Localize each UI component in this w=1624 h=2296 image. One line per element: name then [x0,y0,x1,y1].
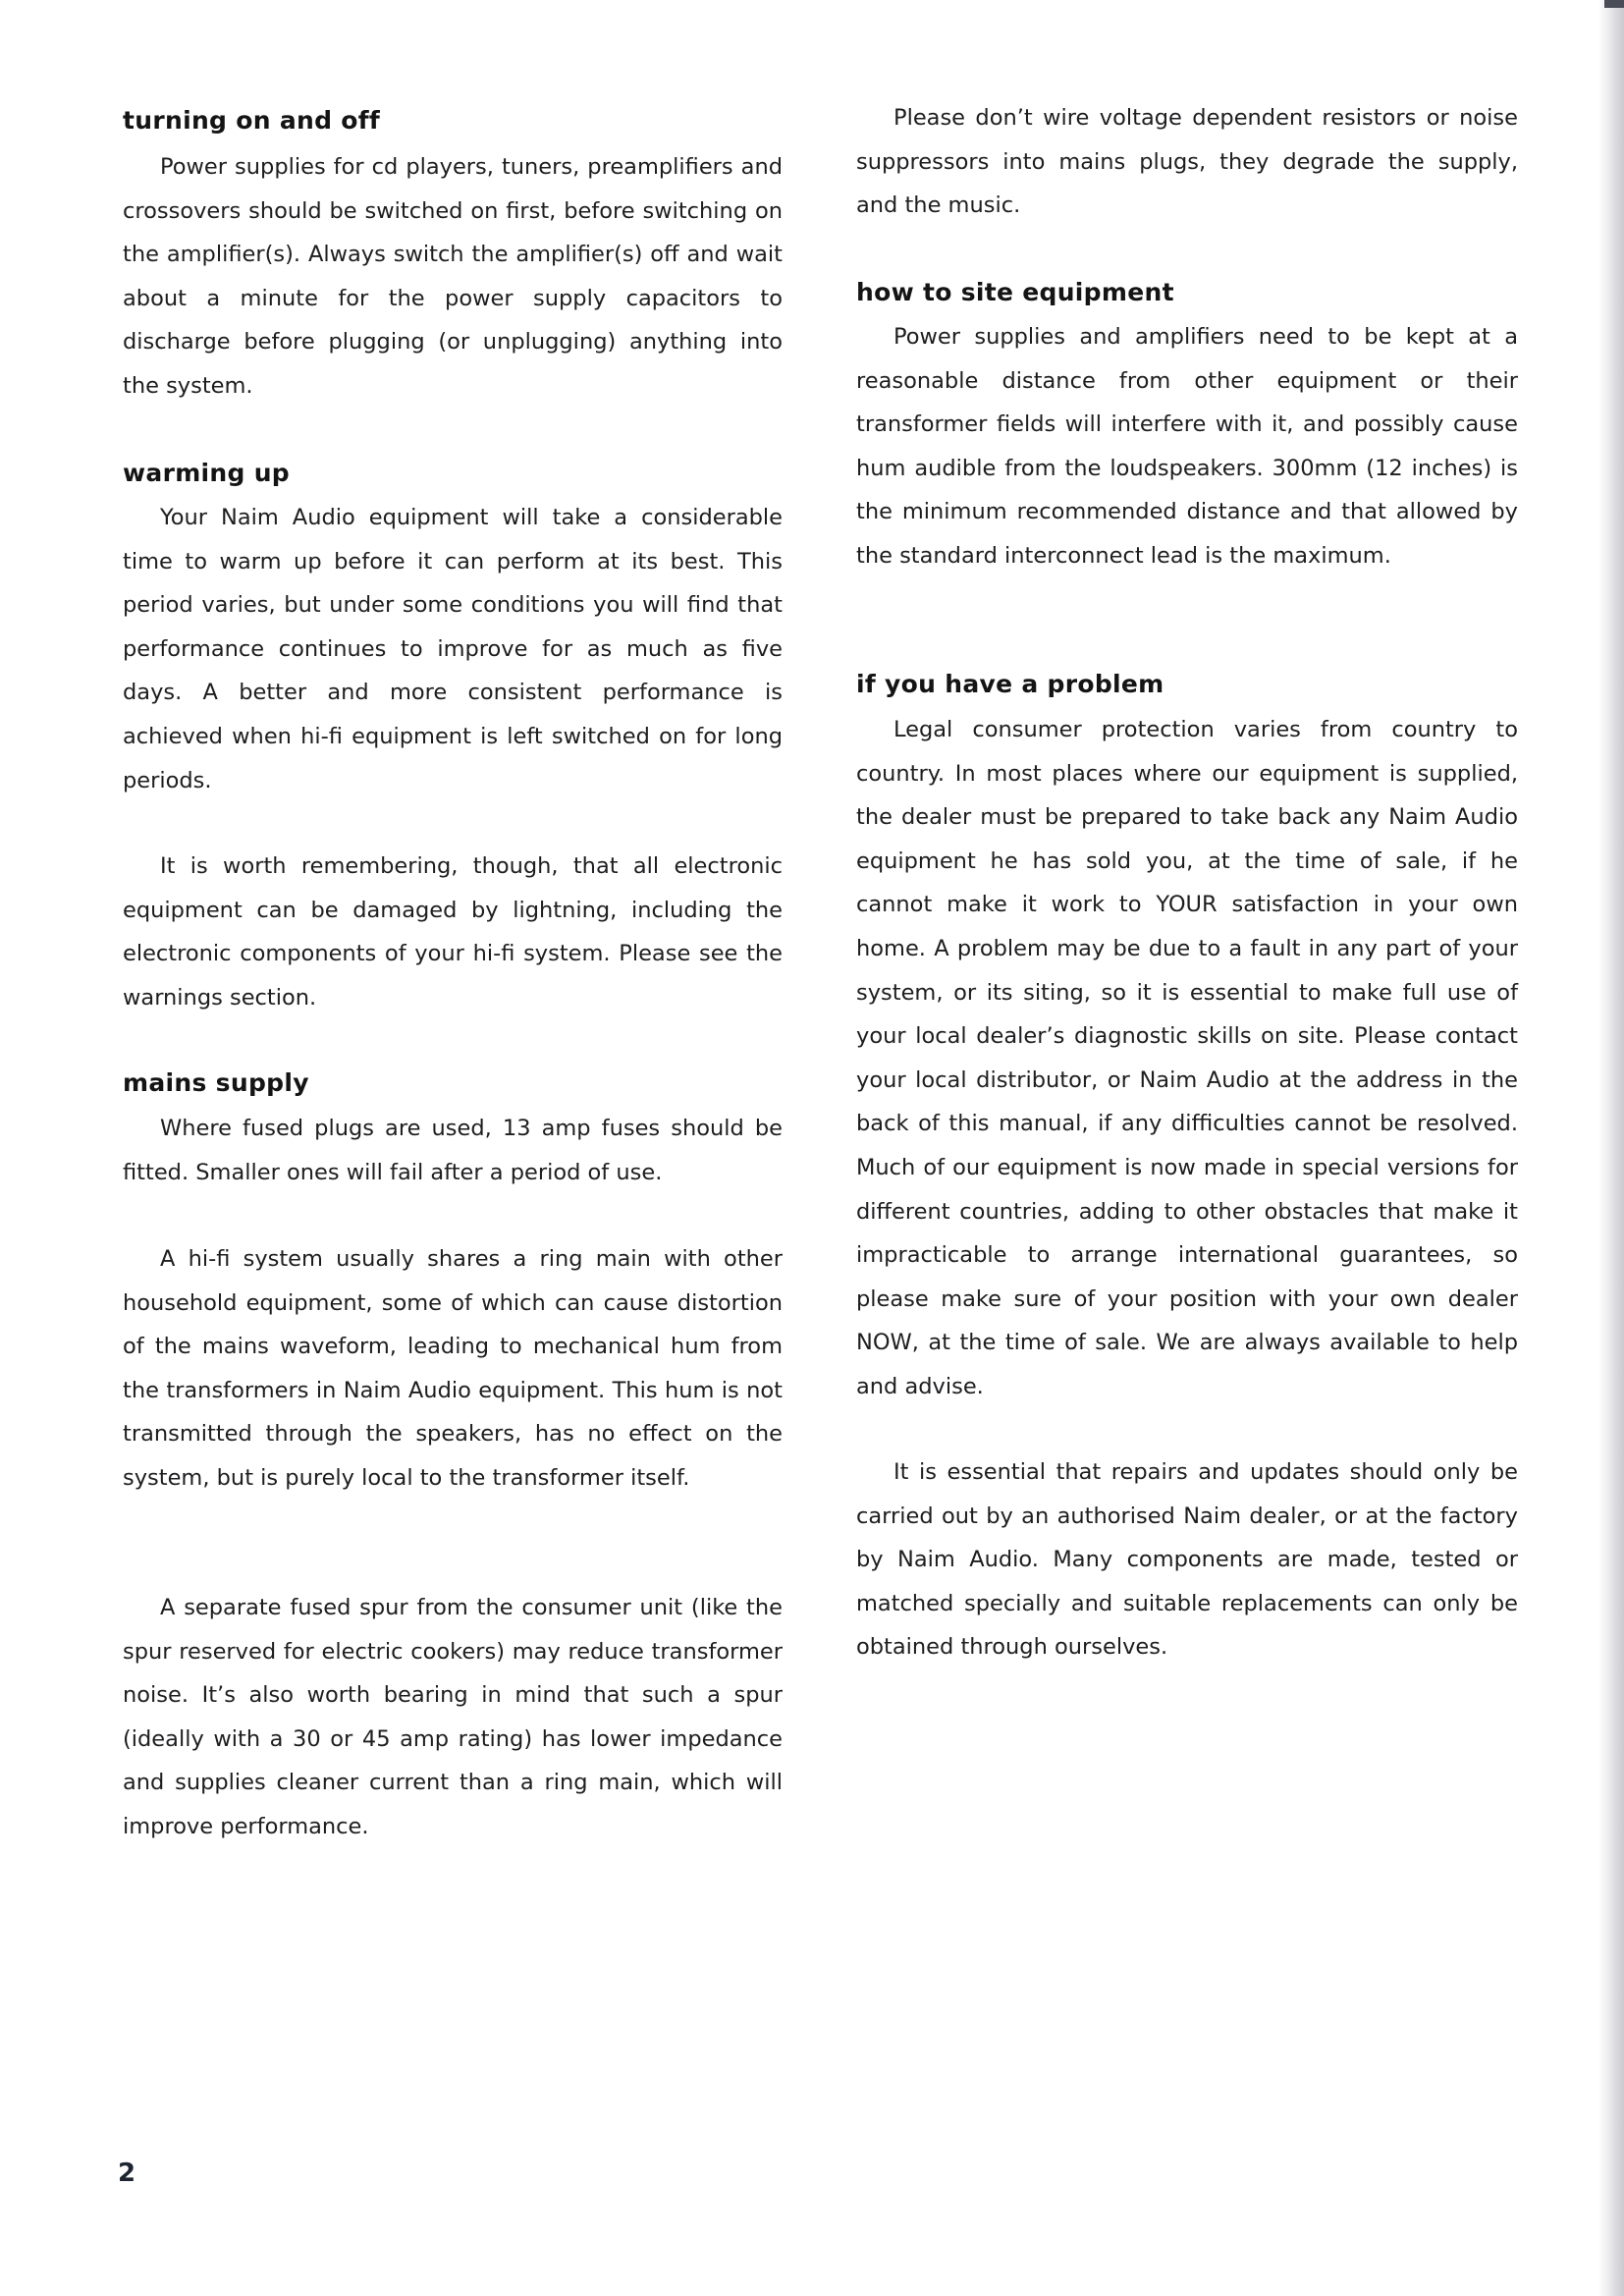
paragraph-mains-supply-2: A hi-fi system usually shares a ring main with other household equipment, some of which can cause distortion of the mains waveform, leading to mechanical hum from the transformers in Naim Audio equipment. This hum is not transmitted through the speakers, has no effect on the system, but is purely local to the transformer itself. [123,1246,783,1491]
heading-turning-on-and-off: turning on and off [123,106,381,135]
heading-mains-supply: mains supply [123,1068,309,1097]
paragraph-how-to-site-equipment: Power supplies and amplifiers need to be kept at a reasonable distance from other equipment or their transformer fields will interfere with it, and possibly cause hum audible from the loudspeakers. 300mm (12 inches) is the minimum recommended distance and that allowed by the standard interconnect lead is the maximum. [856,324,1518,569]
page-edge-shadow [1598,0,1624,2296]
paragraph-mains-supply-1: Where fused plugs are used, 13 amp fuses should be fitted. Smaller ones will fail after a period of use. [123,1116,783,1185]
heading-how-to-site-equipment: how to site equipment [856,278,1174,306]
paragraph-warming-up-2: It is worth remembering, though, that all electronic equipment can be damaged by lightning, including the electronic components of your hi-fi system. Please see the warnings section. [123,853,783,1011]
page-corner-mark [1604,0,1624,8]
paragraph-mains-supply-3: A separate fused spur from the consumer unit (like the spur reserved for electric cookers) may reduce transformer noise. It’s also worth bearing in mind that such a spur (ideally with a 30 or 45 amp rating) has lower impedance and supplies cleaner current than a ring main, which will improve performance. [123,1595,783,1839]
paragraph-problem-1: Legal consumer protection varies from country to country. In most places where our equipment is supplied, the dealer must be prepared to take back any Naim Audio equipment he has sold you, at the time of sale, if he cannot make it work to YOUR satisfaction in your own home. A problem may be due to a fault in any part of your system, or its siting, so it is essential to make full use of your local dealer’s diagnostic skills on site. Please contact your local distributor, or Naim Audio at the address in the back of this manual, if any difficulties cannot be resolved. Much of our equipment is now made in special versions for different countries, adding to other obstacles that make it impracticable to arrange international guarantees, so please make sure of your position with your own dealer NOW, at the time of sale. We are always available to help and advise. [856,717,1518,1399]
heading-warming-up: warming up [123,459,291,487]
paragraph-warming-up-1: Your Naim Audio equipment will take a considerable time to warm up before it can perform at its best. This period varies, but under some conditions you will find that performance continues to improve for as much as five days. A better and more consistent performance is achieved when hi-fi equipment is left switched on for long periods. [123,505,783,793]
paragraph-voltage-resistors: Please don’t wire voltage dependent resistors or noise suppressors into mains plugs, they degrade the supply, and the music. [856,105,1518,219]
paragraph-turning-on-and-off: Power supplies for cd players, tuners, preamplifiers and crossovers should be switched on first, before switching on the amplifier(s). Always switch the amplifier(s) off and wait about a minute for the power supply capacitors to discharge before plugging (or unplugging) anything into the system. [123,154,783,399]
page-number: 2 [118,2159,136,2188]
paragraph-problem-2: It is essential that repairs and updates should only be carried out by an authorised Naim dealer, or at the factory by Naim Audio. Many components are made, tested or matched specially and suitable replacements can only be obtained through ourselves. [856,1459,1518,1661]
heading-if-you-have-a-problem: if you have a problem [856,670,1164,698]
